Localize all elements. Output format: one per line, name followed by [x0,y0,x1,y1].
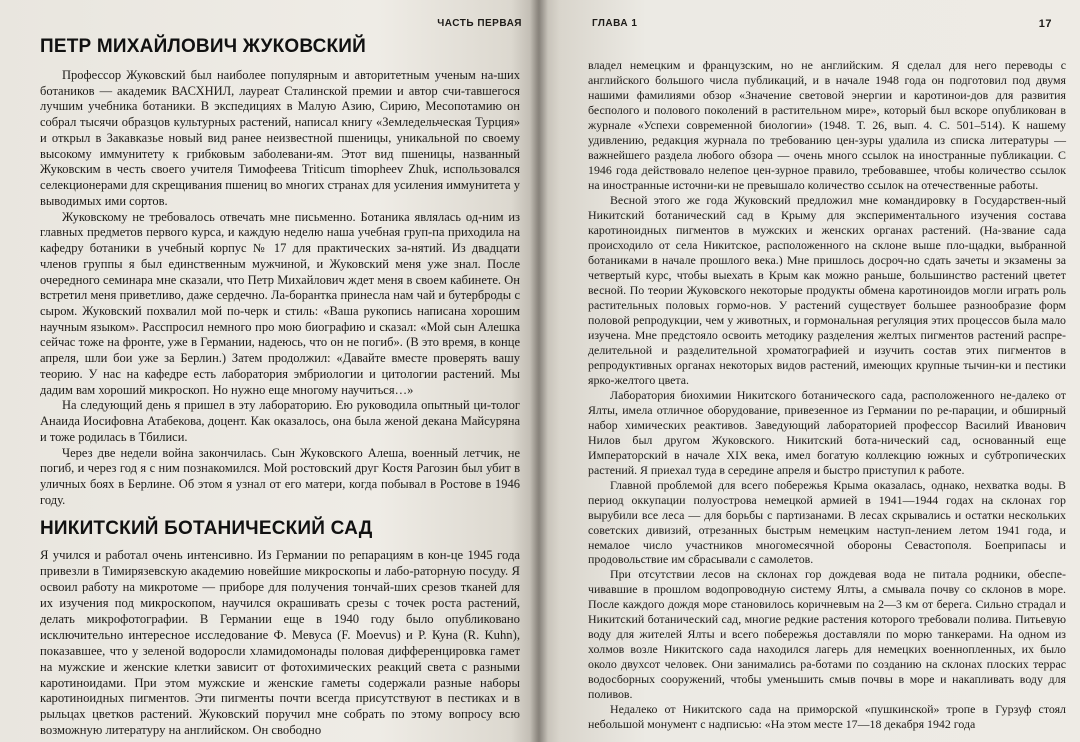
paragraph: владел немецким и французским, но не английским. Я сделал для него переводы с английского большого числа публикаций, и в начале 1948 года он подготовил под двумя нашими фамилиями обзор «Значение световой энергии и каротинои-дов для развития бесполого и полового поколений в растительном мире», который был вскоре опубликован в журнале «Успехи современной биологии» (1948. Т. 26, вып. 4. С. 501–514). К нашему удивлению, редакция журнала по требованию цен-зуры удалила из списка литературы — важнейшего раздела любого обзора — очень много ссылок на иностранные публикации. С 1946 года действовало нелепое цен-зурное правило, требовавшее, чтобы количество ссылок на иностранные источни-ки не превышало количество ссылок на отечественные работы. [588,58,1066,192]
page-number: 17 [1038,18,1052,30]
paragraph: Профессор Жуковский был наиболее популярным и авторитетным ученым на-ших ботаников — академик ВАСХНИЛ, лауреат Сталинской премии и автор счи-тавшегося лучшим учебника ботаники. В экспедициях в Малую Азию, Сирию, Месопотамию он собрал тысячи образцов культурных растений, написал книгу «Земледельческая Турция» и открыл в Закавказье новый вид ранее неизвестной пшеницы, уникальной по своему высокому иммунитету к грибковым заболевани-ям. Этот вид пшеницы, названный Жуковским в честь своего учителя Тимофеева Triticum timopheev Zhuk, использовался селекционерами для скрещивания пшениц во многих странах для усиления иммунитета у выводимых ими сортов. [40,68,520,208]
right-running-head: ГЛАВА 1 [592,18,638,29]
paragraph: Недалеко от Никитского сада на приморской «пушкинской» тропе в Гурзуф стоял небольшой монумент с надписью: «На этом месте 17—18 декабря 1942 года [588,702,1066,732]
section-title-nikitsky-garden: НИКИТСКИЙ БОТАНИЧЕСКИЙ САД [40,518,373,539]
book-gutter-shadow [530,0,548,742]
paragraph: Лаборатория биохимии Никитского ботанического сада, расположенного не-далеко от Ялты, имела отличное оборудование, привезенное из Германии по ре-парации, и обширный набор химических реактивов. Заведующий лабораторией профессор Василий Иванович Нилов был другом Жуковского. Никитский бота-нический сад, основанный еще Императорский в начале XIX века, имел богатую коллекцию южных и субтропических растений. Я приехал туда в середине апреля и быстро приступил к работе. [588,387,1066,477]
right-page-body [588,58,1066,732]
paragraph: Я учился и работал очень интенсивно. Из Германии по репарациям в кон-це 1945 года привезли в Тимирязевскую академию новейшие микроскопы и лабо-раторную посуду. Я освоил работу на микротоме — приборе для получения тончай-ших срезов тканей для их изучения под микроскопом, научился окрашивать срезы с точек роста растений, делать микрофотографии. В Германии еще в 1940 году было опубликовано исключительно интересное исследование Ф. Мевуса (F. Moevus) и Р. Куна (R. Kuhn), показавшее, что у зеленой водоросли хламидомонады половая дифференцировка гамет на мужские и женские клетки зависит от фотохимических реакций света с разными каротиноидами. При этом мужские и женские гаметы содержали разные наборы каротиноидных пигментов. Эти пигменты почти всегда присутствуют в пестиках и в рыльцах цветков растений. Жуковский поручил мне собрать по этому вопросу всю возможную литературу на английском. Он свободно [40,548,520,738]
right-page [538,0,1080,742]
paragraph: На следующий день я пришел в эту лабораторию. Ею руководила опытный ци-толог Анаида Иосифовна Атабекова, доцент. Как оказалось, она была женой декана Майсуряна и тоже родилась в Тбилиси. [40,398,520,444]
paragraph: Весной этого же года Жуковский предложил мне командировку в Государствен-ный Никитский ботанический сад в Крыму для экспериментального изучения состава каротиноидных пигментов в мужских и женских органах растений. (На-звание сада происходило от села Никитское, расположенного на склоне выше пло-щадки, выбранной ботаниками в начале прошлого века.) Мне пришлось досроч-но сдать зачеты и экзамены за четвертый курс, чтобы выехать в Крым как можно раньше, большинство растений цветет весной. По теории Жуковского некоторые продукты обмена каротиноидов могли играть роль растительных половых гормо-нов. У растений существует большее разнообразие форм половой репродукции, чем у животных, и гормональная регуляция этих процессов была мало изучена. Мне предстояло освоить методику разделения желтых пигментов растений распре-делительной и разделительной хроматографией и изучить состав этих пигментов в репродуктивных органах некоторых видов растений, имеющих крупные тычин-ки и пестики ярко-желтого цвета. [588,192,1066,387]
section-body-zhukovsky [40,68,520,509]
paragraph: Главной проблемой для всего побережья Крыма оказалась, однако, нехватка воды. В период оккупации полуострова немецкой армией в 1941—1944 годах на склонах гор вырубили все леса — для борьбы с партизанами. В лесах скрывались и остатки нескольких советских дивизий, отрезанных быстрым немецким наступ-лением летом 1941 года, и немалое число участников многомесячной обороны Севастополя. Боеприпасы и продовольствие им сбрасывали с самолетов. [588,477,1066,567]
left-running-head: ЧАСТЬ ПЕРВАЯ [437,18,522,29]
left-page [0,0,538,742]
paragraph: Через две недели война закончилась. Сын Жуковского Алеша, военный летчик, не погиб, и через год я с ним познакомился. Мой ростовский друг Костя Рагозин был убит в уличных боях в Берлине. Об этом я узнал от его матери, когда побывал в Ростове в 1946 году. [40,445,520,507]
section-title-zhukovsky: ПЕТР МИХАЙЛОВИЧ ЖУКОВСКИЙ [40,36,367,57]
section-body-nikitsky-garden [40,548,520,739]
paragraph: Жуковскому не требовалось отвечать мне письменно. Ботаника являлась од-ним из главных предметов первого курса, и каждую неделю наша учебная груп-па приходила на кафедру ботаники в учебный корпус № 17 для практических за-нятий. Из двадцати членов группы я был единственным мужчиной, и Жуковский меня уже знал. После очередного семинара мне сказали, что Петр Михайлович ждет меня в своем кабинете. Он встретил меня приветливо, даже сердечно. Ла-борантка принесла нам чай и бутерброды с сыром. Жуковский похвалил мой по-черк и стиль: «Ваша рукопись написана хорошим научным языком». Расспросил немного про мою биографию и сказал: «Мой сын Алешка сейчас тоже на фронте, уже в Германии, надеюсь, что он не погиб». (В это время, в конце апреля, шли бои уже за Берлин.) Затем продолжил: «Давайте вместе проверять вашу теорию. У нас на кафедре есть лаборатория эмбриологии и цитологии растений. Мы дадим вам хороший микроскоп. Но нужно еще многому научиться…» [40,209,520,397]
paragraph: При отсутствии лесов на склонах гор дождевая вода не питала родники, обеспе-чивавшие в прошлом водопроводную систему Ялты, а смывала почву со склонов в море. После каждого дождя море становилось коричневым на 2—3 км от берега. Сильно страдал и Никитский ботанический сад, многие редкие растения которого требовали полива. Питьевую воду для жителей Ялты и всего побережья доставляли по морю танкерами. На одном из холмов возле Никитского сада находился лагерь для немецких военнопленных, их было около двухсот человек. Они занимались ра-ботами по созданию на склонах плоских террас водосборных сооружений, чтобы уменьшить смыв почвы в море и накапливать воду для поливов. [588,567,1066,702]
